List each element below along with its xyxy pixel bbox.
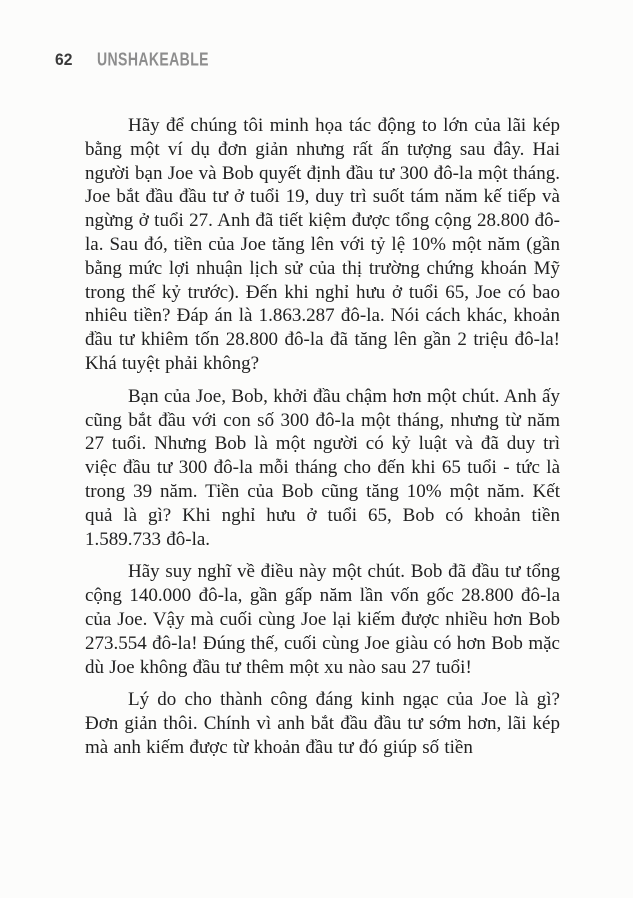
paragraph-3: Hãy suy nghĩ về điều này một chút. Bob đã đầu tư tổng cộng 140.000 đô-la, gần gấp năm lần vốn gốc 28.800 đô-la của Joe. Vậy mà cuối cùng Joe lại kiếm được nhiều hơn Bob 273.554 đô-la! Đúng thế, cuối cùng Joe giàu có hơn Bob mặc dù Joe không đầu tư thêm một xu nào sau 27 tuổi! [85,561,560,678]
paragraph-1: Hãy để chúng tôi minh họa tác động to lớn của lãi kép bằng một ví dụ đơn giản nhưng rất ấn tượng sau đây. Hai người bạn Joe và Bob quyết định đầu tư 300 đô-la một tháng. Joe bắt đầu đầu tư ở tuổi 19, duy trì suốt tám năm kế tiếp và ngừng ở tuổi 27. Anh đã tiết kiệm được tổng cộng 28.800 đô-la. Sau đó, tiền của Joe tăng lên với tỷ lệ 10% một năm (gần bằng mức lợi nhuận lịch sử của thị trường chứng khoán Mỹ trong thế kỷ trước). Đến khi nghỉ hưu ở tuổi 65, Joe có bao nhiêu tiền? Đáp án là 1.863.287 đô-la. Nói cách khác, khoản đầu tư khiêm tốn 28.800 đô-la đã tăng lên gần 2 triệu đô-la! Khá tuyệt phải không? [85,115,560,374]
page-number: 62 [55,50,73,69]
book-title: UNSHAKEABLE [97,48,209,70]
body-text [85,114,560,769]
paragraph-2: Bạn của Joe, Bob, khởi đầu chậm hơn một chút. Anh ấy cũng bắt đầu với con số 300 đô-la một tháng, nhưng từ năm 27 tuổi. Nhưng Bob là một người có kỷ luật và đã duy trì việc đầu tư 300 đô-la mỗi tháng cho đến khi 65 tuổi - tức là trong 39 năm. Tiền của Bob cũng tăng 10% một năm. Kết quả là gì? Khi nghỉ hưu ở tuổi 65, Bob có khoản tiền 1.589.733 đô-la. [85,385,560,550]
paragraph-4: Lý do cho thành công đáng kinh ngạc của Joe là gì? Đơn giản thôi. Chính vì anh bắt đầu đầu tư sớm hơn, lãi kép mà anh kiếm được từ khoản đầu tư đó giúp số tiền [85,689,560,758]
page-header [55,48,575,71]
